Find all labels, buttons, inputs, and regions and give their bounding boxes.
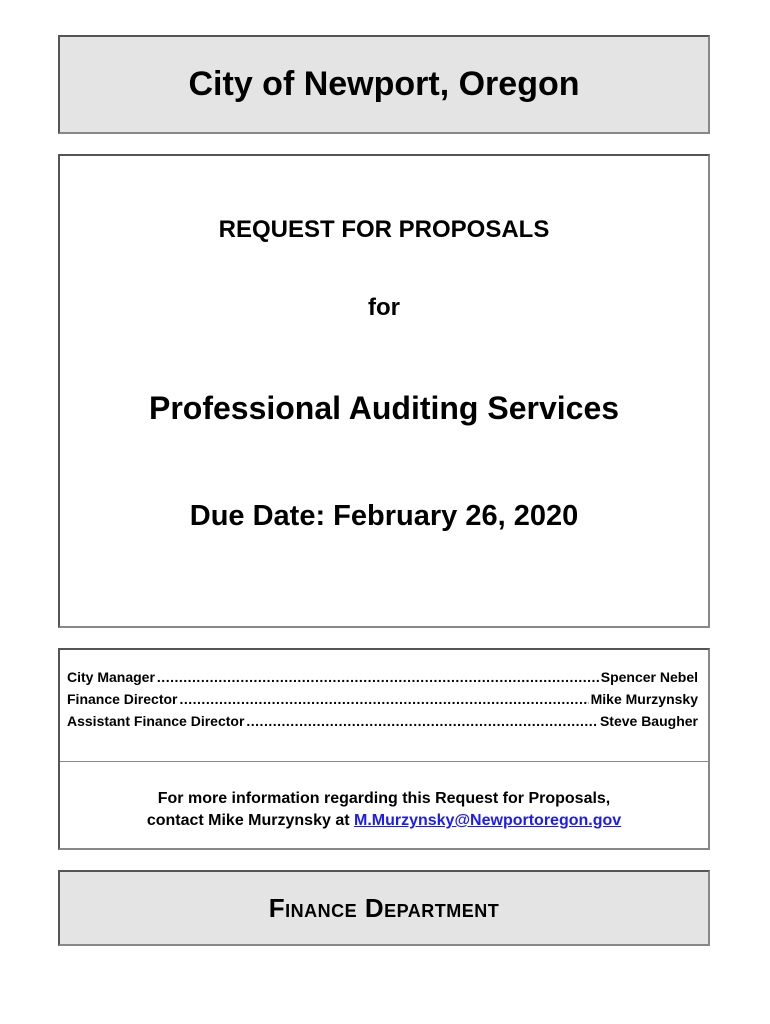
contact-role: City Manager [67,669,155,685]
email-link[interactable]: M.Murzynsky@Newportoregon.gov [353,812,622,829]
cover-box [58,154,710,628]
info-line-1: For more information regarding this Request for Proposals, [157,790,611,807]
contact-name: Steve Baugher [599,713,698,729]
leader-dots [246,713,598,729]
contact-name: Mike Murzynsky [590,691,698,707]
rfp-heading: REQUEST FOR PROPOSALS [218,216,550,243]
info-text [60,788,708,832]
contact-role: Finance Director [67,691,178,707]
title-box [58,35,710,134]
contact-name: Spencer Nebel [600,669,698,685]
divider [60,761,708,762]
info-contact-prefix: contact Mike Murzynsky at [146,812,354,829]
contact-role: Assistant Finance Director [67,713,245,729]
page-title: City of Newport, Oregon [188,65,580,103]
service-title: Professional Auditing Services [148,390,620,426]
info-line-2 [60,810,708,832]
due-date: Due Date: February 26, 2020 [189,500,579,532]
leader-dots [179,691,588,707]
department-box [58,870,710,946]
contacts-box [58,648,710,850]
department-name: Finance Department [268,892,500,923]
contact-row [67,713,698,729]
contact-row [67,669,698,685]
leader-dots [157,669,599,685]
contact-row [67,691,698,707]
for-text: for [368,294,400,321]
